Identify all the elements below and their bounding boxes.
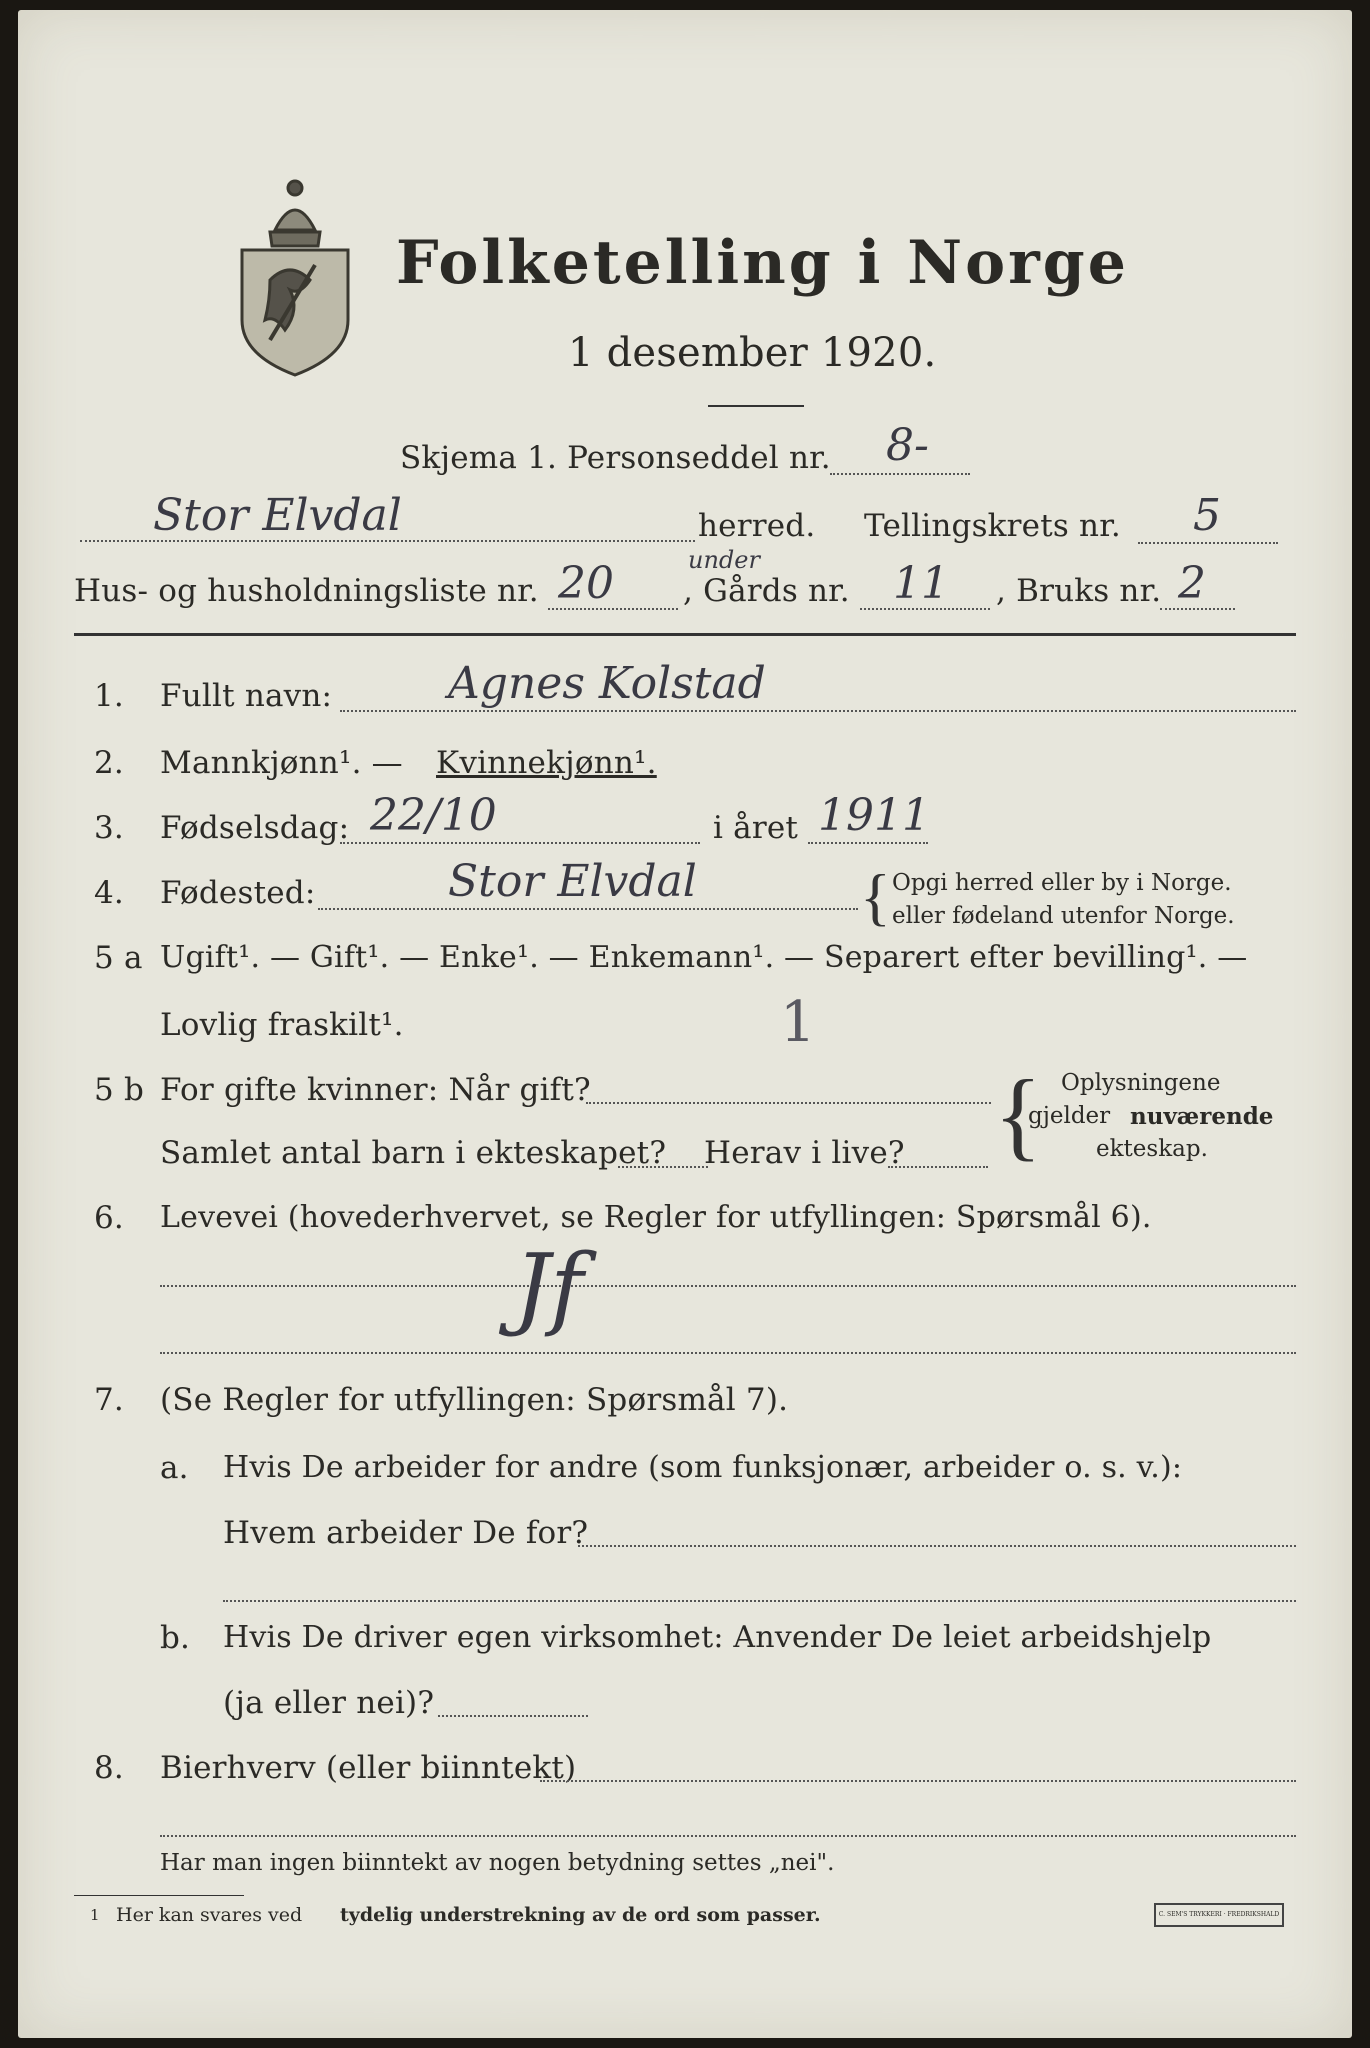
q7b-line-1: Hvis De driver egen virksomhet: Anvender De leiet arbeidshjelp	[223, 1620, 1212, 1655]
footnote-text-a: Her kan svares ved	[116, 1904, 303, 1926]
q1-value[interactable]: Agnes Kolstad	[448, 658, 766, 709]
bruks-value[interactable]: 2	[1178, 558, 1206, 609]
q7b-line-2: (ja eller nei)?	[223, 1685, 435, 1721]
q4-brace: {	[860, 861, 891, 932]
q7-number: 7.	[94, 1382, 124, 1418]
footer-note: Har man ingen biinntekt av nogen betydning settes „nei".	[160, 1850, 835, 1876]
q7a-line-1: Hvis De arbeider for andre (som funksjonær, arbeider o. s. v.):	[223, 1450, 1183, 1485]
q4-note-1: Opgi herred eller by i Norge.	[892, 870, 1232, 896]
q7a-letter: a.	[160, 1450, 189, 1486]
form-date: 1 desember 1920.	[568, 330, 937, 376]
form-title: Folketelling i Norge	[396, 228, 1129, 298]
hus-label: Hus- og husholdningsliste nr.	[74, 573, 539, 609]
q3-label: Fødselsdag:	[160, 810, 350, 846]
q7a-answer-line	[578, 1545, 1296, 1547]
q2-female[interactable]: Kvinnekjønn¹.	[436, 745, 657, 781]
gards-label: , Gårds nr.	[683, 573, 850, 609]
bruks-label: , Bruks nr.	[996, 573, 1162, 609]
printer-mark: C. SEM'S TRYKKERI · FREDRIKSHALD	[1154, 1903, 1284, 1927]
q5a-mark: 1	[780, 990, 816, 1055]
q5a-number: 5 a	[94, 940, 143, 976]
q4-value[interactable]: Stor Elvdal	[448, 856, 697, 907]
q3-year-value[interactable]: 1911	[818, 790, 930, 841]
q5b-label-2: Samlet antal barn i ekteskapet?	[160, 1135, 667, 1171]
q4-line	[318, 908, 858, 910]
q5b-brace: {	[994, 1059, 1042, 1170]
q3-line	[340, 842, 700, 844]
q5b-note-2a: gjelder	[1028, 1103, 1111, 1129]
q3-year-line	[808, 842, 928, 844]
q5b-note-1: Oplysningene	[1061, 1070, 1221, 1096]
q1-number: 1.	[94, 678, 124, 714]
footnote-rule	[74, 1895, 244, 1896]
q2-number: 2.	[94, 745, 124, 781]
q8-line-2	[160, 1835, 1296, 1837]
q5b-line-1	[586, 1102, 991, 1104]
q8-line-1	[540, 1780, 1296, 1782]
q1-label: Fullt navn:	[160, 678, 333, 714]
q6-value[interactable]: Jf	[514, 1235, 584, 1340]
q5b-note-2b: nuværende	[1130, 1103, 1274, 1130]
schema-number-line	[830, 473, 970, 475]
header-rule	[74, 633, 1296, 636]
q1-line	[340, 710, 1296, 712]
q6-number: 6.	[94, 1200, 124, 1236]
q4-label: Fødested:	[160, 875, 316, 911]
q5a-options[interactable]: Ugift¹. — Gift¹. — Enke¹. — Enkemann¹. — Separert efter bevilling¹. —	[160, 940, 1248, 975]
q6-line-1	[160, 1285, 1296, 1287]
gards-value[interactable]: 11	[893, 558, 949, 609]
q5b-note-3: ekteskap.	[1096, 1136, 1208, 1162]
q3-value[interactable]: 22/10	[370, 790, 497, 841]
footnote-number: 1	[90, 1906, 100, 1924]
q8-label: Bierhverv (eller biinntekt)	[160, 1750, 577, 1786]
q6-line-2	[160, 1352, 1296, 1354]
q5a-options-2[interactable]: Lovlig fraskilt¹.	[160, 1007, 404, 1043]
schema-number-value[interactable]: 8-	[886, 420, 929, 471]
q5b-label-1: For gifte kvinner: Når gift?	[160, 1072, 591, 1108]
krets-line	[1138, 542, 1278, 544]
q7a-answer-line-2	[223, 1600, 1296, 1602]
q4-note-2: eller fødeland utenfor Norge.	[892, 903, 1235, 929]
krets-label: Tellingskrets nr.	[864, 508, 1121, 544]
q7b-answer-line	[438, 1715, 588, 1717]
hus-value[interactable]: 20	[558, 558, 614, 609]
footnote-text-b: tydelig understrekning av de ord som passer.	[340, 1904, 821, 1926]
krets-value[interactable]: 5	[1193, 490, 1221, 541]
title-divider	[708, 405, 804, 407]
q2-male[interactable]: Mannkjønn¹. —	[160, 745, 403, 781]
q5b-line-3	[888, 1166, 988, 1168]
coat-of-arms-icon	[230, 170, 360, 380]
q5b-number: 5 b	[94, 1072, 145, 1108]
schema-label: Skjema 1. Personseddel nr.	[400, 440, 831, 476]
gards-note: under	[688, 546, 760, 574]
q3-year-label: i året	[713, 810, 799, 846]
q8-number: 8.	[94, 1750, 124, 1786]
q7-label: (Se Regler for utfyllingen: Spørsmål 7).	[160, 1382, 789, 1418]
census-form	[18, 10, 1352, 2038]
q3-number: 3.	[94, 810, 124, 846]
q4-number: 4.	[94, 875, 124, 911]
q6-label: Levevei (hovederhvervet, se Regler for utfyllingen: Spørsmål 6).	[160, 1200, 1152, 1235]
q7a-line-2: Hvem arbeider De for?	[223, 1515, 589, 1551]
herred-label: herred.	[698, 508, 816, 544]
herred-value[interactable]: Stor Elvdal	[153, 490, 402, 541]
q5b-line-2	[618, 1166, 708, 1168]
q7b-letter: b.	[160, 1620, 191, 1656]
q5b-label-3: Herav i live?	[704, 1135, 905, 1171]
